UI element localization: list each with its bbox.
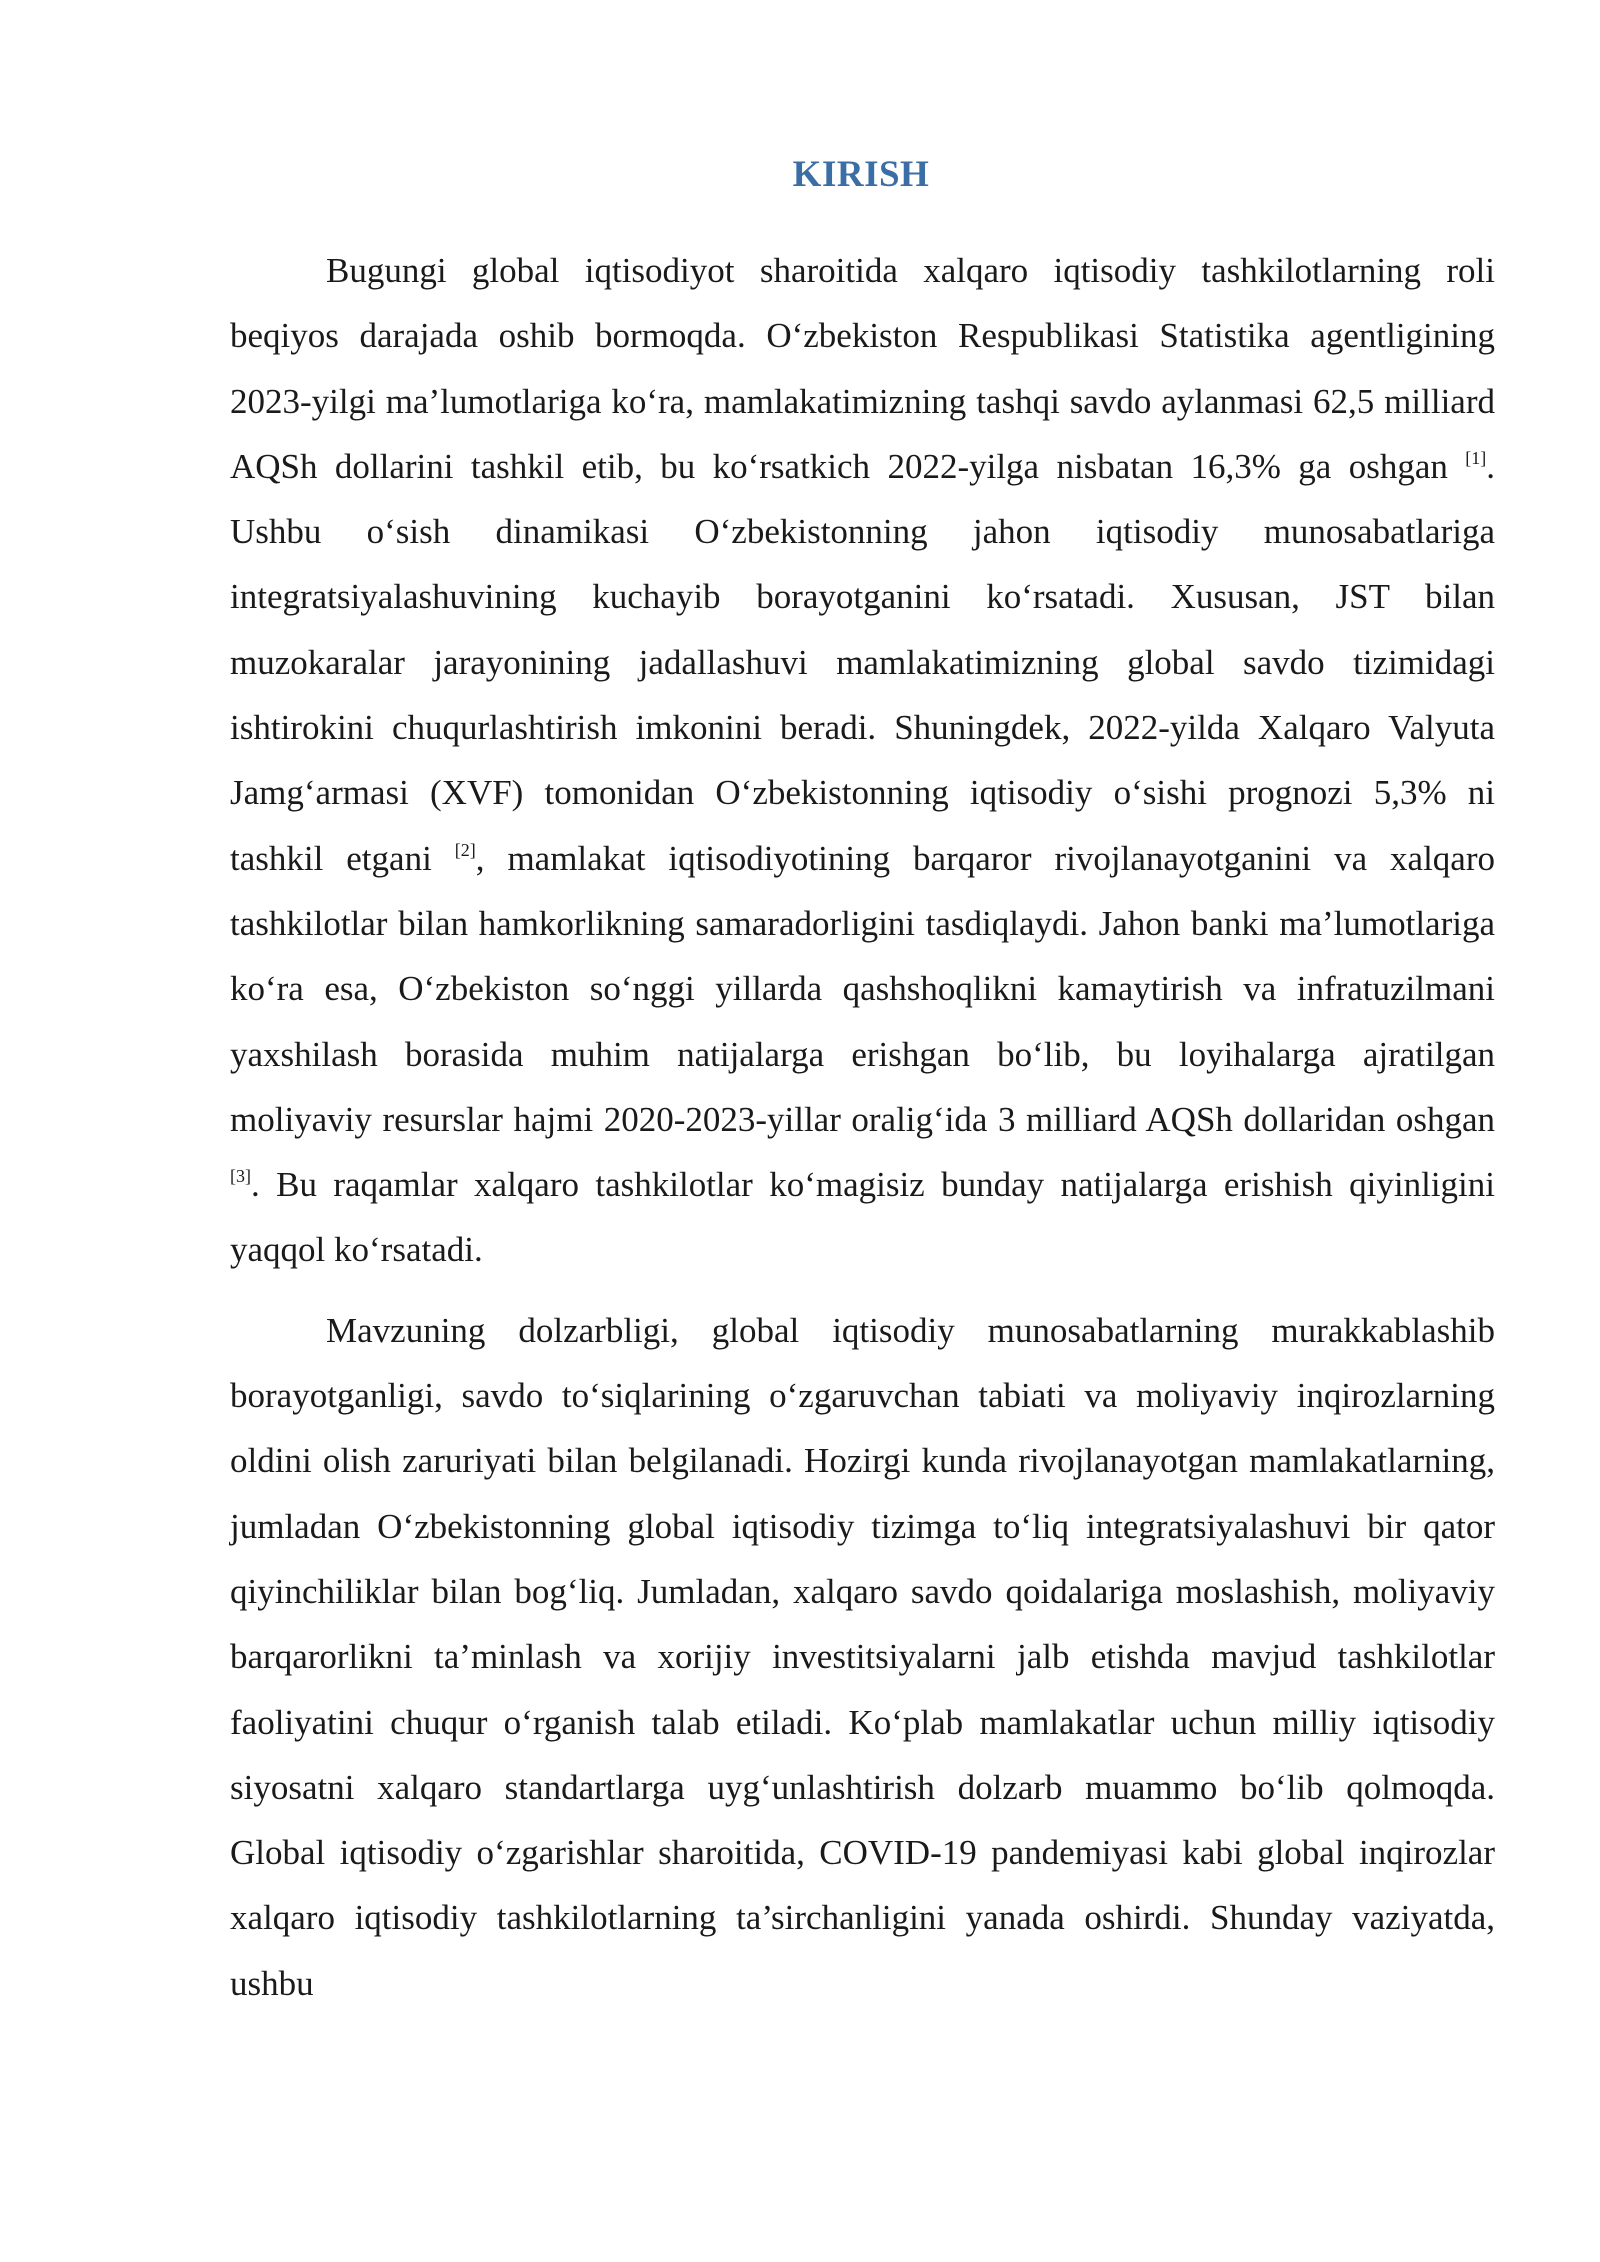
- paragraph-text: Bugungi global iqtisodiyot sharoitida xalqaro iqtisodiy tashkilotlarning roli beqiyos darajada oshib bormoqda. O‘zbekiston Respublikasi Statistika agentligining 2023-yilgi ma’lumotlariga ko‘ra, mamlakatimizning tashqi savdo aylanmasi 62,5 milliard AQSh dollarini tashkil etib, bu ko‘rsatkich 2022-yilga nisbatan 16,3% ga oshgan: [230, 251, 1495, 486]
- page-title: KIRISH: [792, 154, 930, 195]
- paragraph-text: . Bu raqamlar xalqaro tashkilotlar ko‘magisiz bunday natijalarga erishish qiyinligini yaqqol ko‘rsatadi.: [230, 1165, 1495, 1270]
- footnote-reference-3[interactable]: [3]: [230, 1166, 251, 1187]
- document-body: [230, 238, 1495, 2016]
- footnote-reference-1[interactable]: [1]: [1465, 447, 1487, 468]
- paragraph-text: . Ushbu o‘sish dinamikasi O‘zbekistonning jahon iqtisodiy munosabatlariga integratsiyalashuvining kuchayib borayotganini ko‘rsatadi. Xususan, JST bilan muzokaralar jarayonining jadallashuvi mamlakatimizning global savdo tizimidagi ishtirokini chuqurlashtirish imkonini beradi. Shuningdek, 2022-yilda Xalqaro Valyuta Jamg‘armasi (XVF) tomonidan O‘zbekistonning iqtisodiy o‘sishi prognozi 5,3% ni tashkil etgani: [230, 446, 1495, 878]
- paragraph-introduction: [230, 238, 1495, 1283]
- footnote-reference-2[interactable]: [2]: [454, 839, 476, 860]
- paragraph-relevance: Mavzuning dolzarbligi, global iqtisodiy munosabatlarning murakkablashib borayotganligi, savdo to‘siqlarining o‘zgaruvchan tabiati va moliyaviy inqirozlarning oldini olish zaruriyati bilan belgilanadi. Hozirgi kunda rivojlanayotgan mamlakatlarning, jumladan O‘zbekistonning global iqtisodiy tizimga to‘liq integratsiyalashuvi bir qator qiyinchiliklar bilan bog‘liq. Jumladan, xalqaro savdo qoidalariga moslashish, moliyaviy barqarorlikni ta’minlash va xorijiy investitsiyalarni jalb etishda mavjud tashkilotlar faoliyatini chuqur o‘rganish talab etiladi. Ko‘plab mamlakatlar uchun milliy iqtisodiy siyosatni xalqaro standartlarga uyg‘unlashtirish dolzarb muammo bo‘lib qolmoqda. Global iqtisodiy o‘zgarishlar sharoitida, COVID-19 pandemiyasi kabi global inqirozlar xalqaro iqtisodiy tashkilotlarning ta’sirchanligini yanada oshirdi. Shunday vaziyatda, ushbu: [230, 1310, 1495, 2003]
- paragraph-text: , mamlakat iqtisodiyotining barqaror rivojlanayotganini va xalqaro tashkilotlar bilan hamkorlikning samaradorligini tasdiqlaydi. Jahon banki ma’lumotlariga ko‘ra esa, O‘zbekiston so‘nggi yillarda qashshoqlikni kamaytirish va infratuzilmani yaxshilash borasida muhim natijalarga erishgan bo‘lib, bu loyihalarga ajratilgan moliyaviy resurslar hajmi 2020-2023-yillar oralig‘ida 3 milliard AQSh dollaridan oshgan: [230, 838, 1495, 1139]
